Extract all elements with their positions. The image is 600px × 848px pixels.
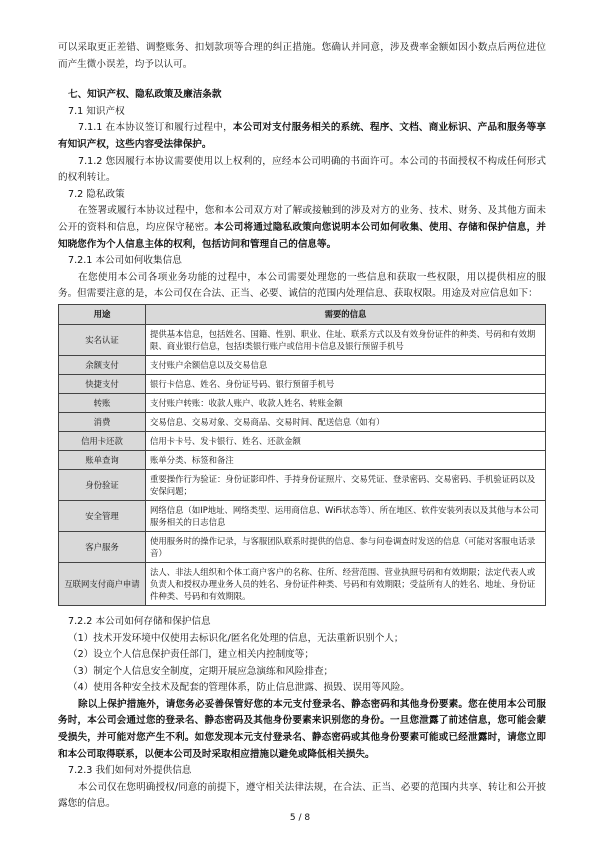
table-cell-info: 交易信息、交易对象、交易商品、交易时间、配送信息（如有）: [146, 412, 546, 431]
table-body: [59, 324, 546, 605]
intro-paragraph: 可以采取更正差错、调整账务、扣划款项等合理的纠正措施。您确认并同意，涉及费率金额如因小数点后两位进位而产生微小误差，均予以认可。: [58, 42, 546, 70]
table-row: [59, 355, 546, 374]
section-7-1-title: 7.1 知识产权: [68, 105, 125, 117]
clause-7-2-bold: 本公司将通过隐私政策向您说明本公司如何收集、使用、存储和保护信息，并知晓您作为个人信息主体的权利，包括访问和管理自己的信息等。: [58, 221, 547, 250]
protection-list: [58, 631, 546, 697]
table-cell-info: 使用服务时的操作记录，与客服团队联系时提供的信息、参与问卷调查时发送的信息（可能对客服电话录音）: [146, 531, 546, 562]
list-item: （3）制定个人信息安全制度，定期开展应急演练和风险排查；: [68, 665, 334, 677]
clause-7-1-1-bold: 本公司对支付服务相关的系统、程序、文档、商业标识、产品和服务等享有知识产权，这些内容受法律保护。: [58, 122, 546, 150]
clause-7-2-lead: 在签署或履行本协议过程中，您和本公司双方对了解或接触到的涉及对方的业务、技术、财务、及其他方面未公开的资料和信息，均应保守秘密。: [58, 205, 546, 233]
table-cell-info: 法人、非法人组织和个体工商户客户的名称、住所、经营范围、营业执照号码和有效期限；法定代表人或负责人和授权办理业务人员的姓名、身份证件种类、号码和有效期限；受益所有人的姓名、地址、身份证件种类、号码和有效期限。: [146, 562, 546, 605]
document-page: [58, 40, 546, 813]
clause-7-1-1-lead: 7.1.1 在本协议签订和履行过程中，: [78, 122, 233, 134]
table-cell-use: 快捷支付: [59, 374, 146, 393]
header-info: 需要的信息: [146, 304, 546, 324]
table-row: [59, 412, 546, 431]
page-number: 5 / 8: [289, 813, 311, 823]
table-cell-use: 转账: [59, 393, 146, 412]
table-cell-use: 消费: [59, 412, 146, 431]
table-row: [59, 531, 546, 562]
table-row: [59, 324, 546, 355]
table-row: [59, 562, 546, 605]
table-row: [59, 393, 546, 412]
table-cell-use: 安全管理: [59, 500, 146, 531]
section-7-2-2-title: 7.2.2 本公司如何存储和保护信息: [68, 615, 211, 627]
table-row: [59, 374, 546, 393]
table-row: [59, 500, 546, 531]
table-row: [59, 431, 546, 450]
section-7-title: 七、知识产权、隐私政策及廉洁条款: [68, 89, 222, 101]
table-row: [59, 469, 546, 500]
table-cell-use: 互联网支付商户申请: [59, 562, 146, 605]
table-cell-info: 重要操作行为验证：身份证影印件、手持身份证照片、交易凭证、登录密码、交易密码、手机验证码以及安保问题；: [146, 469, 546, 500]
clause-7-1-2: 7.1.2 您因履行本协议需要使用以上权利的，应经本公司明确的书面许可。本公司的书面授权不构成任何形式的权利转让。: [58, 155, 546, 184]
section-7-2-3-title: 7.2.3 我们如何对外提供信息: [68, 765, 192, 777]
table-cell-use: 身份验证: [59, 469, 146, 500]
table-cell-use: 实名认证: [59, 324, 146, 355]
list-item: （2）设立个人信息保护责任部门，建立相关内控制度等；: [68, 649, 314, 661]
table-row: [59, 450, 546, 469]
section-7-2-title: 7.2 隐私政策: [68, 188, 125, 200]
section-7-2-1-title: 7.2.1 本公司如何收集信息: [68, 255, 182, 267]
table-cell-info: 支付账户余额信息以及交易信息: [146, 355, 546, 374]
table-cell-info: 支付账户转账：收款人账户、收款人姓名、转账金额: [146, 393, 546, 412]
table-cell-info: 银行卡信息、姓名、身份证号码、银行预留手机号: [146, 374, 546, 393]
list-item: （4）使用各种安全技术及配套的管理体系，防止信息泄露、损毁、误用等风险。: [68, 682, 410, 694]
table-cell-use: 信用卡还款: [59, 431, 146, 450]
table-cell-use: 余额支付: [59, 355, 146, 374]
table-cell-info: 网络信息（如IP地址、网络类型、运用商信息、WiFi状态等）、所在地区、软件安装列表以及其他与本公司服务相关的日志信息: [146, 500, 546, 531]
table-cell-info: 信用卡卡号、发卡银行、姓名、还款金额: [146, 431, 546, 450]
protection-paragraph: [58, 697, 546, 763]
table-header-row: [59, 304, 546, 324]
table-cell-use: 账单查询: [59, 450, 146, 469]
header-use: 用途: [59, 304, 146, 324]
list-item: （1）技术开发环境中仅使用去标识化/匿名化处理的信息，无法重新识别个人；: [68, 632, 404, 644]
table-cell-info: 账单分类、标签和备注: [146, 450, 546, 469]
table-cell-info: 提供基本信息，包括姓名、国籍、性别、职业、住址、联系方式以及有效身份证件的种类、号码和有效期限、商业银行信息，包括Ⅰ类银行账户或信用卡信息及银行预留手机号: [146, 324, 546, 355]
clause-7-1-1: [58, 120, 546, 153]
protection-paragraph-bold: 除以上保护措施外，请您务必妥善保管好您的本元支付登录名、静态密码和其他身份要素。您在使用本公司服务时，本公司会通过您的登录名、静态密码及其他身份要素来识别您的身份。一旦您泄露了前述信息，您可能会蒙受损失，并可能对您产生不利。如您发现本元支付登录名、静态密码或其他身份要素可能或已经泄露时，请您立即和本公司取得联系，以便本公司及时采取相应措施以避免或降低相关损失。: [58, 698, 546, 760]
clause-7-2-1: 在您使用本公司各项业务功能的过程中，本公司需要处理您的一些信息和获取一些权限，用以提供相应的服务。但需要注意的是，本公司仅在合法、正当、必要、诚信的范围内处理信息、获取权限。用途及对应信息如下：: [58, 271, 546, 300]
clause-7-2: [58, 203, 546, 253]
table-cell-use: 客户服务: [59, 531, 146, 562]
clause-7-2-3: 本公司仅在您明确授权/同意的前提下，遵守相关法律法规，在合法、正当、必要的范围内共享、转让和公开披露您的信息。: [58, 781, 546, 810]
info-usage-table: [58, 304, 546, 606]
